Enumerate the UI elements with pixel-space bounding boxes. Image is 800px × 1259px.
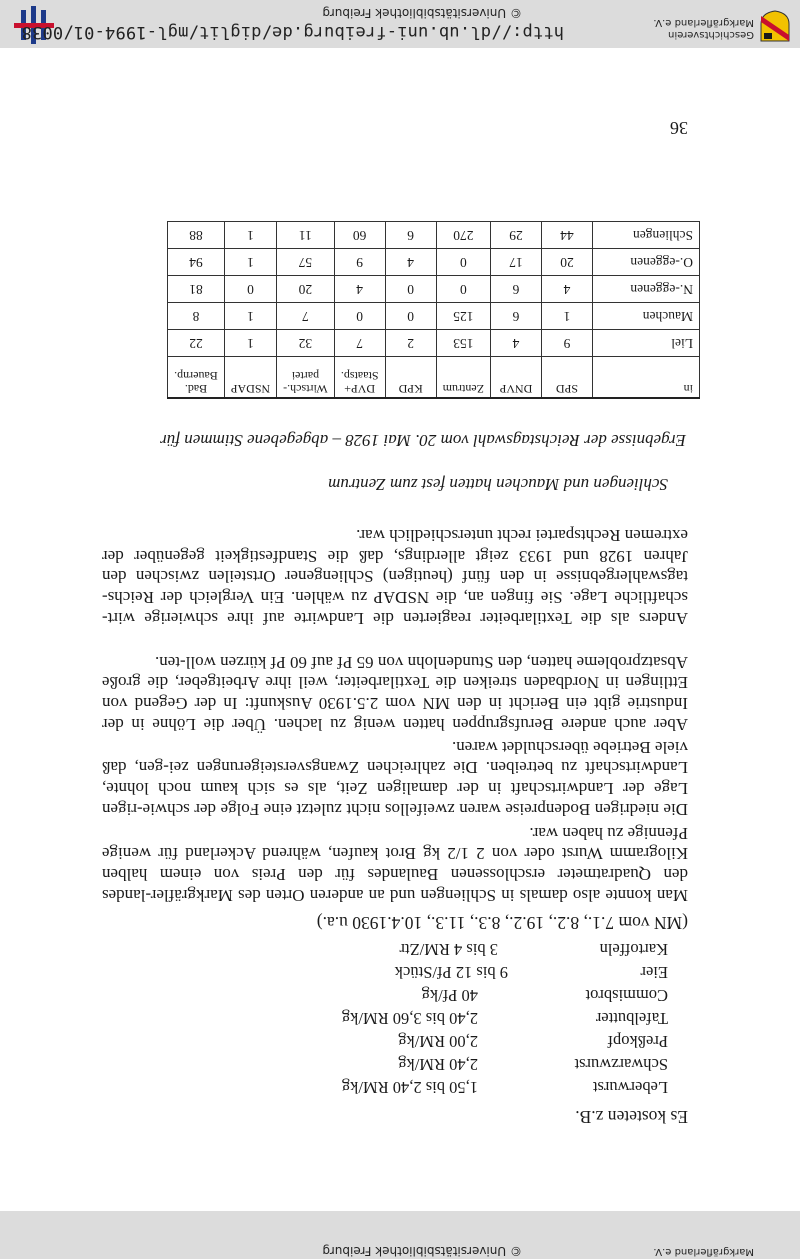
cost-item-price: 2,40 bis 3,60 RM/kg bbox=[341, 1009, 478, 1028]
footer-bar bbox=[0, 1211, 800, 1259]
row-value: 0 bbox=[385, 276, 436, 303]
cost-item-name: Tafelbutter bbox=[595, 1009, 668, 1028]
header-spd: SPD bbox=[542, 357, 593, 399]
document-page bbox=[0, 48, 800, 1211]
row-value: 125 bbox=[436, 303, 490, 330]
row-value: 4 bbox=[542, 276, 593, 303]
table-body bbox=[168, 222, 700, 357]
row-value: 29 bbox=[491, 222, 542, 249]
row-value: 7 bbox=[277, 303, 335, 330]
table-caption-sub bbox=[126, 429, 686, 451]
table-row bbox=[168, 303, 700, 330]
row-value: 270 bbox=[436, 222, 490, 249]
row-value: 81 bbox=[168, 276, 225, 303]
source-url[interactable]: http://dl.ub.uni-freiburg.de/diglit/mgl-1994-01/0038 bbox=[21, 22, 564, 42]
row-value: 32 bbox=[277, 330, 335, 357]
table-row bbox=[168, 276, 700, 303]
paragraph: Aber auch andere Berufsgruppen hatten wenig zu lachen. Über die Löhne in der Industrie gibt ein Bericht in den MN vom 2.5.1930 Auskunft: In der Gegend von Ettlingen in Nordbaden streiken die Textilarbeiter, weil ihre Arbeitgeber, die große Absatzprobleme hatten, den Stundenlohn von 65 Pf auf 60 Pf kürzen woll-ten. bbox=[102, 652, 688, 734]
header-bar bbox=[0, 0, 800, 48]
row-value: 153 bbox=[436, 330, 490, 357]
cost-item-name: Kartoffeln bbox=[599, 940, 668, 959]
row-value: 57 bbox=[277, 249, 335, 276]
row-value: 0 bbox=[334, 303, 385, 330]
row-place: Mauchen bbox=[593, 303, 700, 330]
row-value: 94 bbox=[168, 249, 225, 276]
cost-item-name: Commisbrot bbox=[585, 986, 668, 1005]
footer-crest-text: Markgräflerland e.V. bbox=[653, 1246, 754, 1257]
crest-text: Geschichtsverein Markgräflerland e.V. bbox=[653, 17, 754, 40]
library-credit: © Universitätsbibliothek Freiburg bbox=[322, 6, 522, 20]
row-value: 1 bbox=[224, 303, 276, 330]
header-dnvp: DNVP bbox=[491, 357, 542, 399]
row-value: 4 bbox=[334, 276, 385, 303]
row-value: 1 bbox=[224, 222, 276, 249]
header-kpd: KPD bbox=[385, 357, 436, 399]
row-value: 7 bbox=[334, 330, 385, 357]
header-bad-bauernp: Bad. Bauernp. bbox=[168, 357, 225, 399]
header-dvp-staatsp: DVP+ Staatsp. bbox=[334, 357, 385, 399]
cost-item-name: Schwarzwurst bbox=[574, 1055, 668, 1074]
paragraph: Man konnte also damals in Schliengen und an anderen Orten des Markgräfler-landes den Quadratmeter erschlossenen Baulandes für den Preis von einem halben Kilogramm Wurst oder von 2 1/2 kg Brot kaufen, während Ackerland für wenige Pfennige zu haben war. bbox=[102, 823, 688, 905]
cost-item-name: Leberwurst bbox=[592, 1078, 668, 1097]
row-value: 0 bbox=[436, 249, 490, 276]
row-value: 1 bbox=[542, 303, 593, 330]
row-value: 4 bbox=[491, 330, 542, 357]
header-place: in bbox=[593, 357, 700, 399]
row-place: N.-eggenen bbox=[593, 276, 700, 303]
cost-item-price: 9 bis 12 Pf/Stück bbox=[394, 963, 508, 982]
table-caption bbox=[108, 473, 668, 495]
page-number: 36 bbox=[670, 118, 688, 138]
row-value: 2 bbox=[385, 330, 436, 357]
row-value: 6 bbox=[491, 276, 542, 303]
cost-item-price: 1,50 bis 2,40 RM/kg bbox=[341, 1078, 478, 1097]
row-value: 88 bbox=[168, 222, 225, 249]
row-value: 6 bbox=[491, 303, 542, 330]
row-value: 0 bbox=[385, 303, 436, 330]
cost-item-price: 40 Pf/kg bbox=[421, 986, 478, 1005]
row-place: Schliengen bbox=[593, 222, 700, 249]
row-place: Liel bbox=[593, 330, 700, 357]
cost-item-price: 2,00 RM/kg bbox=[398, 1032, 478, 1051]
row-value: 9 bbox=[542, 330, 593, 357]
row-value: 0 bbox=[224, 276, 276, 303]
row-value: 60 bbox=[334, 222, 385, 249]
footer-library-credit: © Universitätsbibliothek Freiburg bbox=[322, 1244, 522, 1258]
row-value: 6 bbox=[385, 222, 436, 249]
row-value: 4 bbox=[385, 249, 436, 276]
row-value: 20 bbox=[542, 249, 593, 276]
election-results-table bbox=[167, 221, 700, 399]
cost-item-name: Eier bbox=[640, 963, 668, 982]
cost-item-price: 3 bis 4 RM/Ztr bbox=[399, 940, 498, 959]
row-place: O.-eggenen bbox=[593, 249, 700, 276]
cost-intro: Es kosteten z.B. bbox=[575, 1107, 688, 1127]
row-value: 44 bbox=[542, 222, 593, 249]
table-header-row bbox=[168, 357, 700, 399]
row-value: 22 bbox=[168, 330, 225, 357]
row-value: 17 bbox=[491, 249, 542, 276]
cost-source: (MN vom 7.1., 8.2., 19.2., 8.3., 11.3., 10.4.1930 u.a.) bbox=[316, 913, 688, 933]
table-row bbox=[168, 330, 700, 357]
header-zentrum: Zentrum bbox=[436, 357, 490, 399]
row-value: 1 bbox=[224, 330, 276, 357]
table-row bbox=[168, 249, 700, 276]
paragraph: Anders als die Textilarbeiter reagierten die Landwirte auf ihre schwierige wirt-schaftliche Lage. Sie fingen an, die NSDAP zu wählen. Ein Vergleich der Reichs-tagswahlergebnisse in den fünf (heutigen) Schliengener Ortsteilen zwischen den Jahren 1928 und 1933 zeigt allerdings, daß die Standfestigkeit gegenüber der extremen Rechtspartei recht unterschiedlich war. bbox=[102, 525, 688, 628]
row-value: 1 bbox=[224, 249, 276, 276]
caption-line-2: Ergebnisse der Reichstagswahl vom 20. Mai 1928 – abgegebene Stimmen für bbox=[160, 431, 686, 450]
cost-item-price: 2,40 RM/kg bbox=[398, 1055, 478, 1074]
row-value: 0 bbox=[436, 276, 490, 303]
row-value: 9 bbox=[334, 249, 385, 276]
paragraph: Die niedrigen Bodenpreise waren zweifellos nicht zuletzt eine Folge der schwie-rigen Lage der Landwirtschaft in der damaligen Zeit, als es sich kaum noch lohnte, Landwirtschaft zu betreiben. Die zahlreichen Zwangsversteigerungen zei-gen, daß viele Betriebe überschuldet waren. bbox=[102, 737, 688, 819]
row-value: 20 bbox=[277, 276, 335, 303]
cost-item-name: Preßkopf bbox=[607, 1032, 668, 1051]
crest-icon bbox=[760, 10, 790, 42]
caption-line-1: Schliengen und Mauchen hatten fest zum Zentrum bbox=[328, 475, 668, 494]
table-row bbox=[168, 222, 700, 249]
row-value: 11 bbox=[277, 222, 335, 249]
header-wirtschaftspartei: Wirtsch.-partei bbox=[277, 357, 335, 399]
row-value: 8 bbox=[168, 303, 225, 330]
header-nsdap: NSDAP bbox=[224, 357, 276, 399]
